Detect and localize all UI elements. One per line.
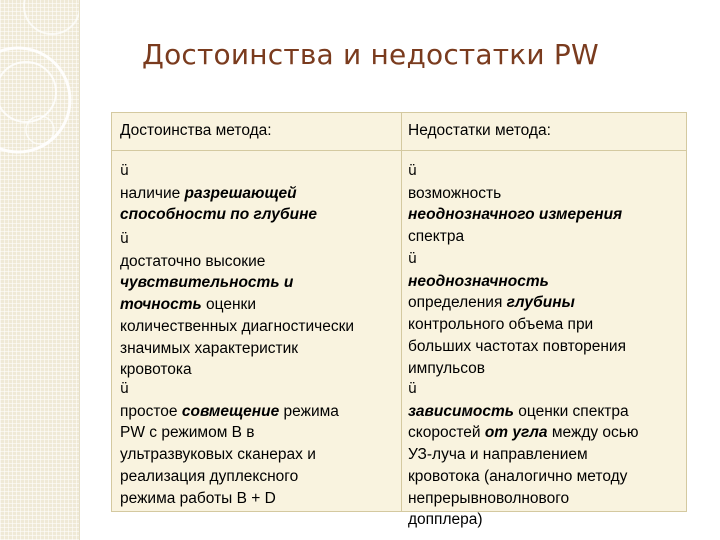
disadvantage-item-3: ü зависимость оценки спектра скоростей от угла между осью УЗ-луча и направлением кровотока (аналогично методу непрерывноволнового допплера) (408, 379, 684, 531)
advantage-item-2: ü достаточно высокие чувствительность и точность оценки количественных диагностически значимых характеристик кровотока (120, 229, 400, 381)
column-divider (401, 113, 402, 511)
check-icon: ü (408, 251, 417, 267)
advantage-item-3: ü простое совмещение режима PW с режимом В в ультразвуковых сканерах и реализация дуплексного режима работы В + D (120, 379, 400, 509)
side-divider (79, 0, 80, 540)
decorative-side-panel (0, 0, 79, 540)
check-icon: ü (120, 231, 129, 247)
advantages-header: Достоинства метода: (120, 122, 272, 139)
disadvantage-item-1: ü возможность неоднозначного измерения спектра (408, 161, 684, 248)
decorative-circles-icon (0, 0, 79, 540)
disadvantage-item-2: ü неоднозначность определения глубины контрольного объема при больших частотах повторения импульсов (408, 249, 684, 379)
check-icon: ü (120, 381, 129, 397)
slide-title: Достоинства и недостатки PW (142, 38, 599, 71)
disadvantages-header: Недостатки метода: (408, 122, 551, 139)
advantage-item-1: ü наличие разрешающей способности по глубине (120, 161, 400, 226)
check-icon: ü (120, 163, 129, 179)
check-icon: ü (408, 381, 417, 397)
comparison-table (111, 112, 687, 529)
check-icon: ü (408, 163, 417, 179)
header-divider (112, 150, 686, 151)
